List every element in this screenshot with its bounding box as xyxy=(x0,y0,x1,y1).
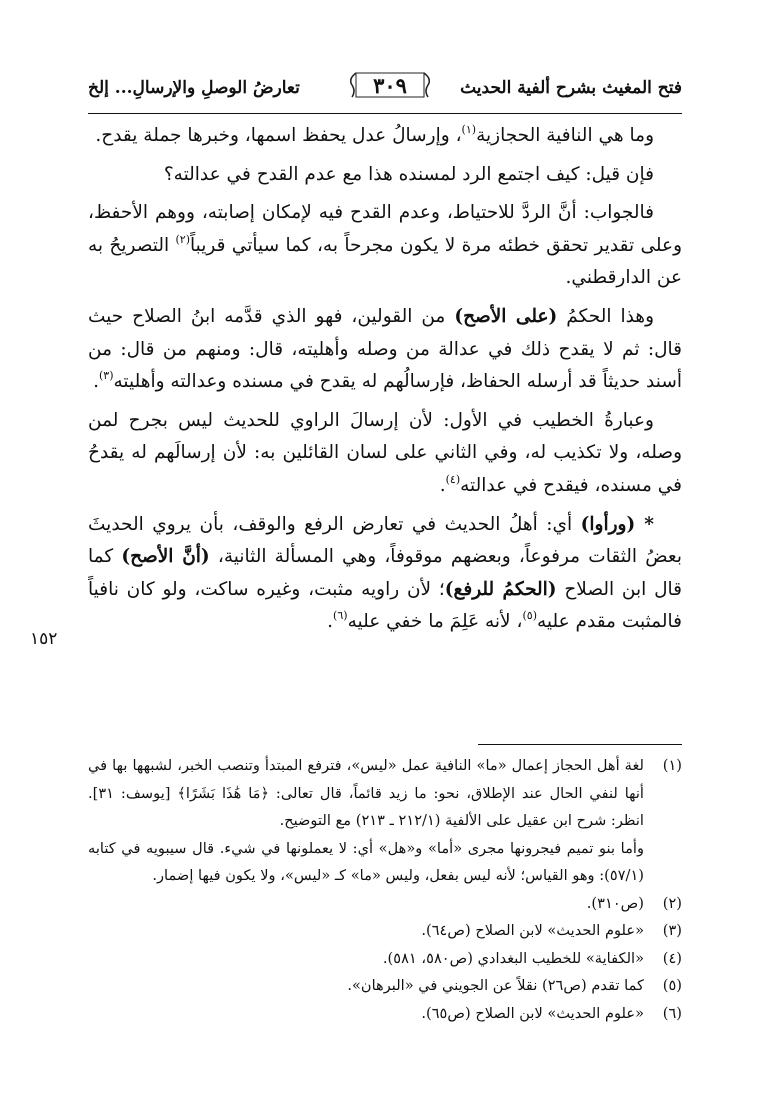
paragraph-4: وهذا الحكمُ (على الأصح) من القولين، فهو الذي قدَّمه ابنُ الصلاح حيث قال: ثم لا يقدح ذلك في عدالة من وصله وأهليته، قال: ومنهم من قال: من أسند حديثاً قد أرسله الحفاظ، فإرسالُهم له يقدح في مسنده وعدالته وأهليته$^{(٣)}$. xyxy=(88,305,682,393)
footnote-ref-5[interactable]: (٥) xyxy=(522,609,537,623)
footnote-3 xyxy=(88,917,682,945)
footnote-4 xyxy=(88,945,682,973)
footnote-ref-3[interactable]: (٣) xyxy=(98,369,114,383)
paragraph-1: وما هي النافية الحجازية$^{(١)}$، وإرسالُ عدل يحفظ اسمها، وخبرها جملة يقدح. xyxy=(95,123,654,146)
footnote-text: «علوم الحديث» لابن الصلاح (ص٦٥). xyxy=(421,1004,644,1022)
footnote-text: كما تقدم (ص٢٦) نقلاً عن الجويني في «البرهان». xyxy=(347,977,644,994)
margin-page-reference: ١٥٢ xyxy=(30,629,58,649)
footnote-1 xyxy=(88,752,682,835)
footnote-2 xyxy=(88,890,682,918)
footnote-text: وأما بنو تميم فيجرونها مجرى «أما» و«هل» أي: لا يعملونها في شيء. قال سيبويه في كتابه (٥٧/١): وهو القياس؛ لأنه ليس بفعل، وليس «ما» كـ «ليس»، ولا يكون فيها إضمار. xyxy=(88,839,644,884)
paragraph-6: * (ورأوا) أي: أهلُ الحديث في تعارض الرفع والوقف، بأن يروي الحديثَ بعضُ الثقات مرفوعاً، وبعضهم موقوفاً، وهي المسألة الثانية، (أنَّ الأصح) كما قال ابن الصلاح (الحكمُ للرفع)؛ لأن راويه مثبت، وغيره ساكت، ولو كان نافياً فالمثبت مقدم عليه$^{(٥)}$، لأنه عَلِمَ ما خفي عليه$^{(٦)}$. xyxy=(88,513,682,633)
footnote-text: لغة أهل الحجاز إعمال «ما» النافية عمل «ليس»، فترفع المبتدأ وتنصب الخبر، لشبهها بها في أنها لنفي الحال عند الإطلاق، نحو: ما زيد قائماً، قال تعالى: ﴿مَا هَٰذَا بَشَرًا﴾ [يوسف: ٣١]. انظر: شرح ابن عقيل على الألفية (٢١٢/١ ـ ٢١٣) مع التوضيح. xyxy=(88,757,644,829)
footnote-number: (٤) xyxy=(662,949,682,967)
footnote-ref-1[interactable]: (١) xyxy=(461,123,477,136)
footnotes xyxy=(88,752,682,1027)
footnote-text: «الكفاية» للخطيب البغدادي (ص٥٨٠، ٥٨١). xyxy=(382,949,644,967)
main-text xyxy=(88,120,682,645)
paragraph-3: فالجواب: أنَّ الردَّ للاحتياط، وعدم القدح فيه لإمكان إصابته، ووهم الأحفظ، وعلى تقدير تحقق خطئه مرة لا يكون مجرحاً به، كما سيأتي قريباً$^{(٢)}$ التصريحُ به عن الدارقطني. xyxy=(88,202,682,289)
footnote-text: «علوم الحديث» لابن الصلاح (ص٦٤). xyxy=(421,922,644,939)
paragraph-5: وعبارةُ الخطيب في الأول: لأن إرسالَ الراوي للحديث ليس بجرح لمن وصله، ولا تكذيب له، وفي الثاني على لسان القائلين به: لأن إرسالَهم له يقدحُ في مسنده، فيقدح في عدالته$^{(٤)}$. xyxy=(88,409,682,496)
header-chapter-title: تعارضُ الوصلِ والإرسالِ... إلخ xyxy=(88,78,300,98)
paragraph-2: فإن قيل: كيف اجتمع الرد لمسنده هذا مع عدم القدح في عدالته؟ xyxy=(163,163,654,185)
page-number-ornament xyxy=(350,70,430,100)
header-rule xyxy=(88,113,682,114)
footnote-ref-2[interactable]: (٢) xyxy=(175,232,191,246)
footnote-text: (ص٣١٠). xyxy=(586,894,644,912)
footnote-6 xyxy=(88,1000,682,1028)
header-book-title: فتح المغيث بشرح ألفية الحديث xyxy=(460,78,682,98)
footnote-number: (١) xyxy=(662,757,682,774)
footnote-number: (٣) xyxy=(662,922,682,939)
footnote-separator xyxy=(478,744,682,745)
footnote-1-continued xyxy=(88,835,682,890)
footnote-number: (٦) xyxy=(662,1004,682,1022)
page-number: ٣٠٩ xyxy=(373,73,407,98)
footnote-number: (٥) xyxy=(662,977,682,994)
footnote-number: (٢) xyxy=(662,894,682,912)
footnote-ref-4[interactable]: (٤) xyxy=(445,472,461,486)
footnote-5 xyxy=(88,972,682,1000)
footnote-ref-6[interactable]: (٦) xyxy=(333,609,348,623)
running-header xyxy=(88,70,682,110)
